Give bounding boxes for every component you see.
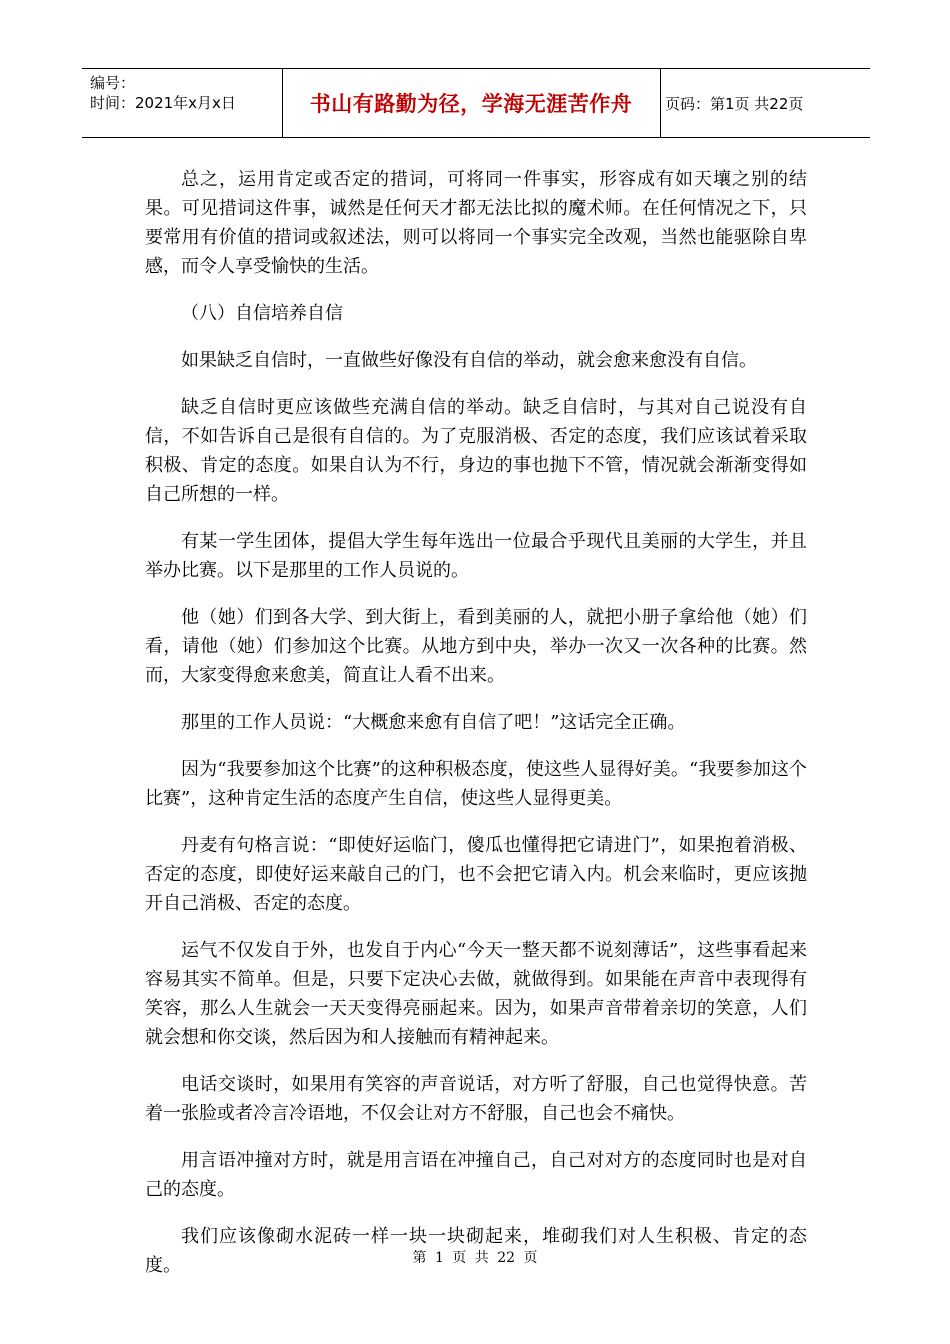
header-divider bbox=[660, 69, 661, 137]
document-time-label: 时间：2021年x月x日 bbox=[90, 94, 236, 112]
body-paragraph: 运气不仅发自于外，也发自于内心“今天一整天都不说刻薄话”，这些事看起来容易其实不简单。但是，只要下定决心去做，就做得到。如果能在声音中表现得有笑容，那么人生就会一天天变得亮丽起来。因为，如果声音带着亲切的笑意，人们就会想和你交谈，然后因为和人接触而有精神起来。 bbox=[145, 940, 807, 1048]
header-page-info: 页码：第1页 共22页 bbox=[665, 94, 804, 113]
body-paragraph: 总之，运用肯定或否定的措词，可将同一件事实，形容成有如天壤之别的结果。可见措词这件事，诚然是任何天才都无法比拟的魔术师。在任何情况之下，只要常用有价值的措词或叙述法，则可以将同一个事实完全改观，当然也能驱除自卑感，而令人享受愉快的生活。 bbox=[145, 169, 807, 277]
body-paragraph: 缺乏自信时更应该做些充满自信的举动。缺乏自信时，与其对自己说没有自信，不如告诉自己是很有自信的。为了克服消极、否定的态度，我们应该试着采取积极、肯定的态度。如果自认为不行，身边的事也抛下不管，情况就会渐渐变得如自己所想的一样。 bbox=[145, 397, 807, 505]
body-paragraph: 有某一学生团体，提倡大学生每年选出一位最合乎现代且美丽的大学生，并且举办比赛。以下是那里的工作人员说的。 bbox=[145, 531, 807, 581]
page-header bbox=[82, 68, 870, 138]
header-motto: 书山有路勤为径，学海无涯苦作舟 bbox=[309, 92, 633, 116]
document-body bbox=[145, 165, 807, 1298]
body-paragraph: 那里的工作人员说：“大概愈来愈有自信了吧！”这话完全正确。 bbox=[181, 712, 686, 733]
body-paragraph: 用言语冲撞对方时，就是用言语在冲撞自己，自己对对方的态度同时也是对自己的态度。 bbox=[145, 1150, 807, 1200]
body-paragraph: 因为“我要参加这个比赛”的这种积极态度，使这些人显得好美。“我要参加这个比赛”，这种肯定生活的态度产生自信，使这些人显得更美。 bbox=[145, 759, 807, 809]
body-paragraph: 丹麦有句格言说：“即使好运临门，傻瓜也懂得把它请进门”，如果抱着消极、否定的态度，即使好运来敲自己的门，也不会把它请入内。机会来临时，更应该抛开自己消极、否定的态度。 bbox=[145, 835, 807, 914]
section-heading: （八）自信培养自信 bbox=[181, 303, 343, 324]
body-paragraph: 他（她）们到各大学、到大街上，看到美丽的人，就把小册子拿给他（她）们看，请他（她）们参加这个比赛。从地方到中央，举办一次又一次各种的比赛。然而，大家变得愈来愈美，简直让人看不出来。 bbox=[145, 607, 807, 686]
header-meta bbox=[90, 73, 280, 113]
body-paragraph: 电话交谈时，如果用有笑容的声音说话，对方听了舒服，自己也觉得快意。苦着一张脸或者冷言冷语地，不仅会让对方不舒服，自己也会不痛快。 bbox=[145, 1074, 807, 1124]
body-paragraph: 我们应该像砌水泥砖一样一块一块砌起来，堆砌我们对人生积极、肯定的态度。 bbox=[145, 1226, 807, 1276]
document-number-label: 编号： bbox=[90, 74, 136, 92]
body-paragraph: 如果缺乏自信时，一直做些好像没有自信的举动，就会愈来愈没有自信。 bbox=[181, 350, 757, 371]
page-footer: 第 1 页 共 22 页 bbox=[412, 1250, 538, 1266]
